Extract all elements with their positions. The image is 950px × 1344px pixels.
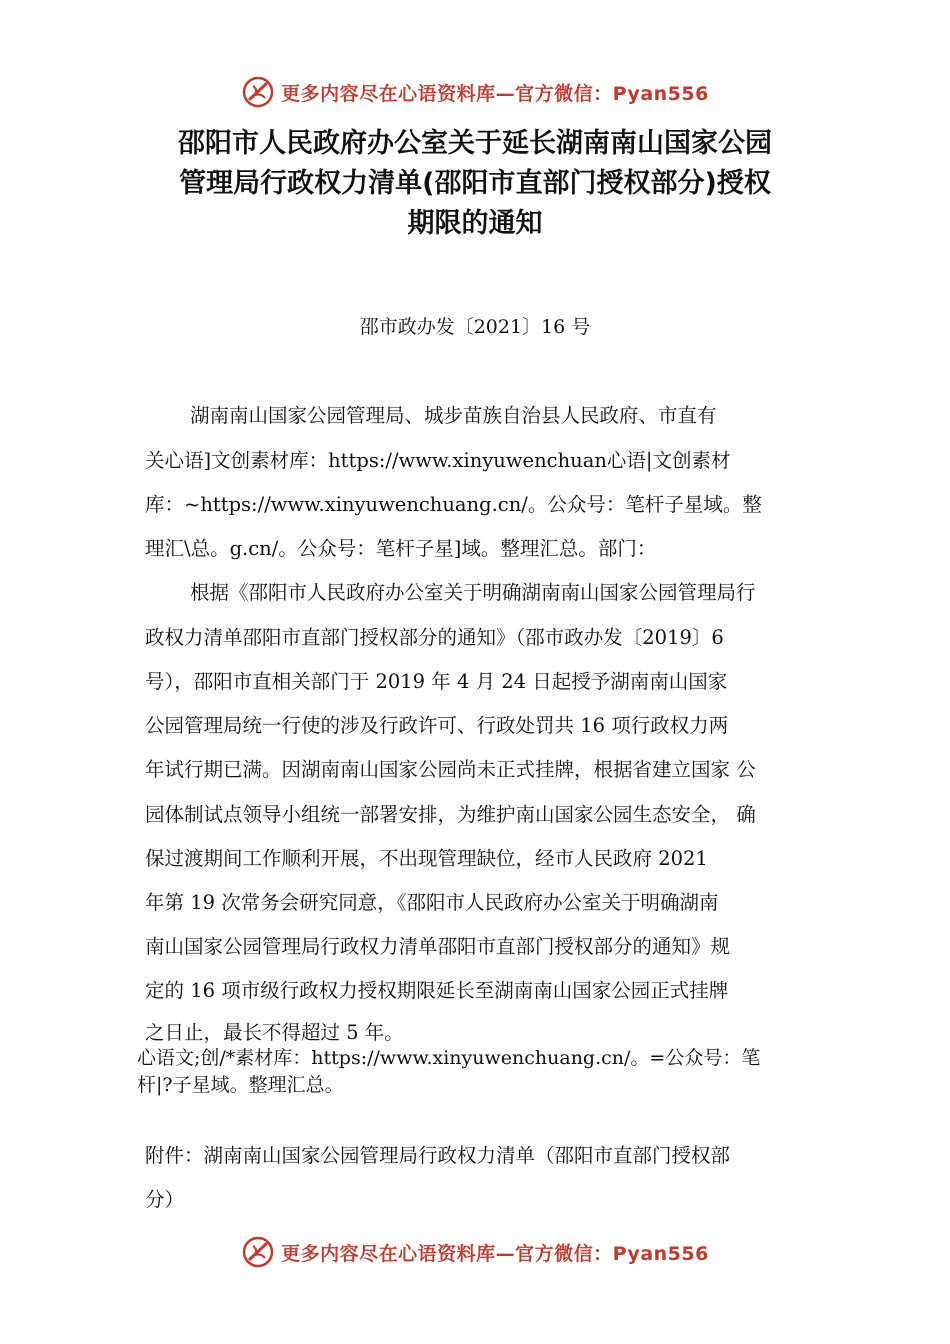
body-line: 政权力清单邵阳市直部门授权部分的通知》（邵市政办发〔2019〕6 <box>145 626 724 649</box>
body-line: 保过渡期间工作顺利开展，不出现管理缺位，经市人民政府 2021 <box>145 847 708 870</box>
logo-icon <box>241 1235 275 1269</box>
title-line: 期限的通知 <box>407 208 543 239</box>
body-line: 园体制试点领导小组统一部署安排，为维护南山国家公园生态安全， 确 <box>145 803 756 826</box>
header-banner <box>0 72 950 112</box>
footer-banner <box>0 1232 950 1272</box>
body-line: 库：~https://www.xinyuwenchuang.cn/。公众号：笔杆子星域。整 <box>145 493 762 516</box>
watermark-line: 心语文;创/*素材库：https://www.xinyuwenchuang.cn/。=公众号：笔 <box>137 1047 761 1069</box>
attachment-line: 附件：湖南南山国家公园管理局行政权力清单（邵阳市直部门授权部 <box>145 1144 731 1167</box>
body-line: 号），邵阳市直相关部门于 2019 年 4 月 24 日起授予湖南南山国家 <box>145 670 728 693</box>
body-line: 湖南南山国家公园管理局、城步苗族自治县人民政府、市直有 <box>190 404 717 427</box>
body-line: 关心语]文创素材库：https://www.xinyuwenchuan心语|文创素材 <box>145 449 731 472</box>
body-line: 公园管理局统一行使的涉及行政许可、行政处罚共 16 项行政权力两 <box>145 714 729 737</box>
logo-icon <box>241 75 275 109</box>
banner-text: 更多内容尽在心语资料库—官方微信：Pyan556 <box>281 82 709 105</box>
body-line: 理汇\总。g.cn/。公众号：笔杆子星]域。整理汇总。部门： <box>145 537 657 560</box>
attachment-line: 分） <box>145 1188 185 1211</box>
body-line: 之日止，最长不得超过 5 年。 <box>145 1021 404 1044</box>
body-line: 定的 16 项市级行政权力授权期限延长至湖南南山国家公园正式挂牌 <box>145 979 729 1002</box>
title-line: 邵阳市人民政府办公室关于延长湖南南山国家公园 <box>178 128 772 159</box>
body-line: 年第 19 次常务会研究同意，《邵阳市人民政府办公室关于明确湖南 <box>145 891 719 914</box>
banner-text: 更多内容尽在心语资料库—官方微信：Pyan556 <box>281 1242 709 1265</box>
body-line: 根据《邵阳市人民政府办公室关于明确湖南南山国家公园管理局行 <box>190 581 756 604</box>
watermark-line: 杆|?子星域。整理汇总。 <box>137 1074 344 1096</box>
document-title <box>60 124 890 244</box>
body-line: 年试行期已满。因湖南南山国家公园尚未正式挂牌，根据省建立国家 公 <box>145 758 756 781</box>
document-number: 邵市政办发〔2021〕16 号 <box>359 316 591 338</box>
body-line: 南山国家公园管理局行政权力清单邵阳市直部门授权部分的通知》规 <box>145 935 731 958</box>
title-line: 管理局行政权力清单(邵阳市直部门授权部分)授权 <box>179 168 771 199</box>
